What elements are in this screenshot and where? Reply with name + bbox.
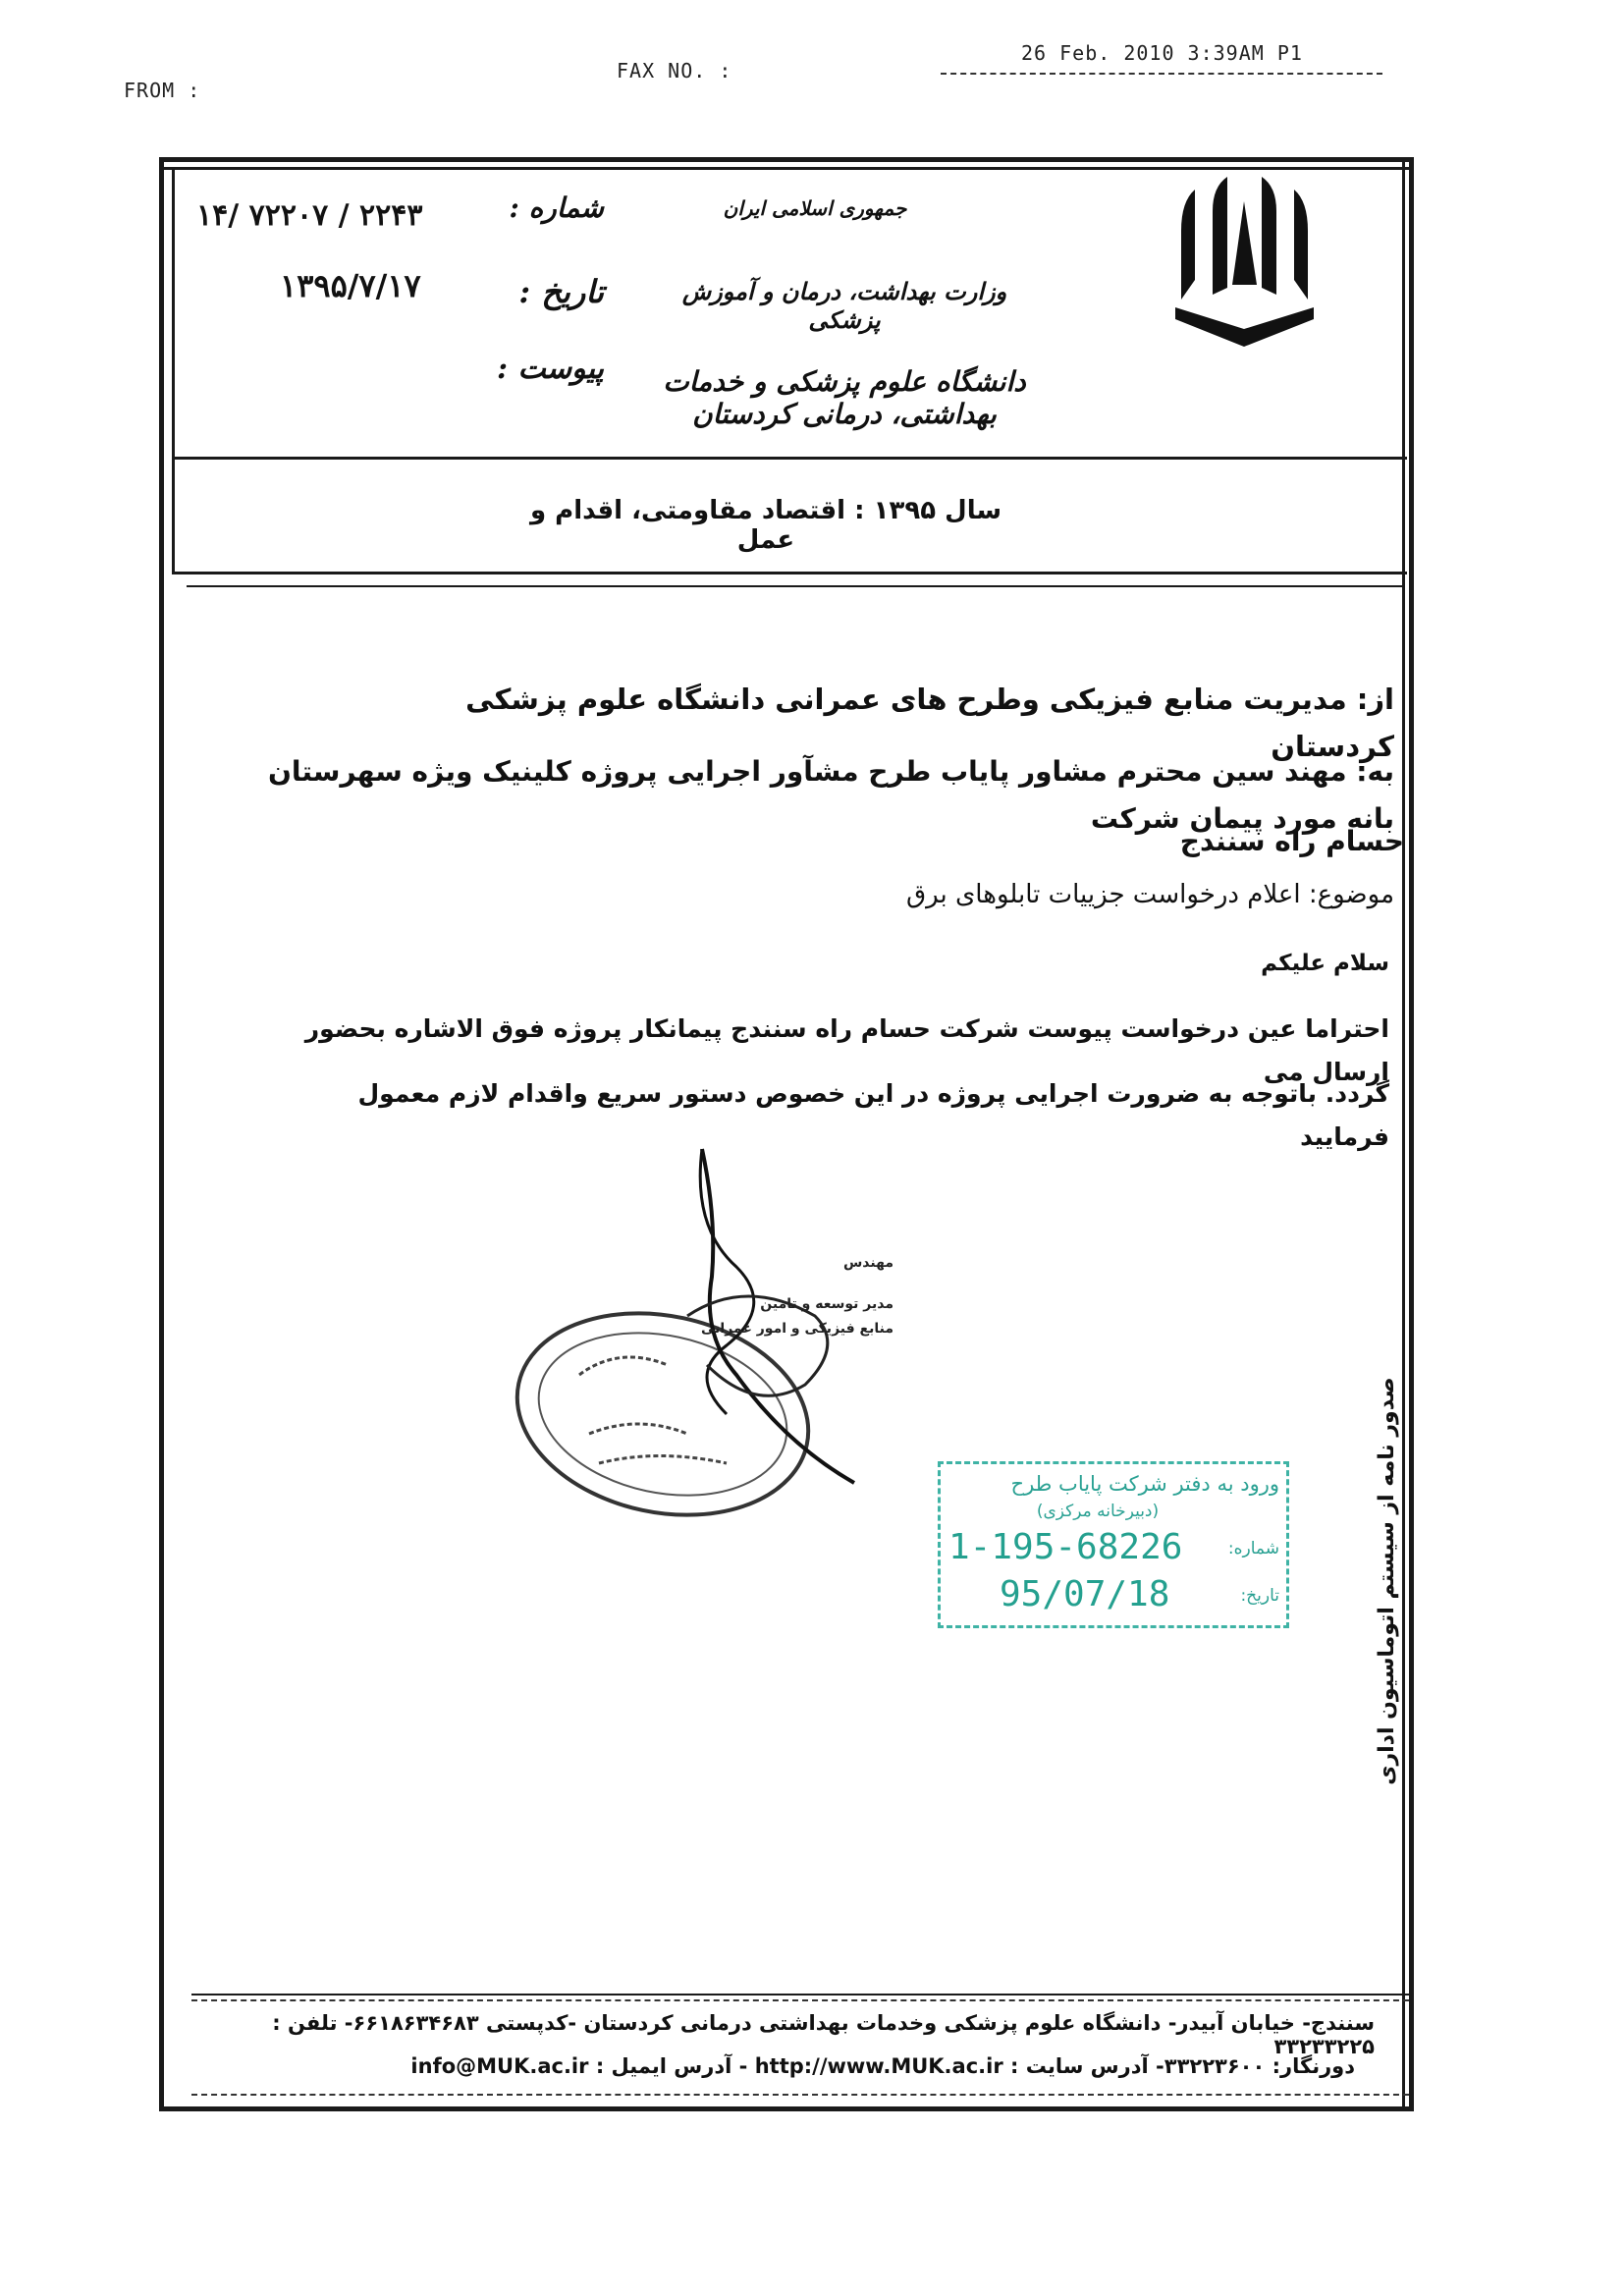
signature-stamp-line-1: مهندس — [842, 1255, 893, 1271]
frame-inner-left — [172, 167, 175, 574]
receipt-stamp-subtitle: (دبیرخانه مرکزی) — [1036, 1502, 1160, 1521]
letterhead-ministry: وزارت بهداشت، درمان و آموزش پزشکی — [681, 277, 1007, 334]
year-slogan: سال ۱۳۹۵ : اقتصاد مقاومتی، اقدام و عمل — [529, 496, 1002, 555]
fax-header-rule — [941, 73, 1382, 75]
receipt-stamp-title: ورود به دفتر شرکت پایاب طرح — [1010, 1472, 1279, 1496]
receipt-date-value: 95/07/18 — [1000, 1574, 1170, 1614]
letterhead-university: دانشگاه علوم پزشکی و خدمات بهداشتی، درمانی کردستان — [663, 365, 1026, 430]
letter-date: ۱۳۹۵/۷/۱۷ — [280, 267, 421, 304]
fax-datetime: 26 Feb. 2010 3:39AM P1 — [1021, 41, 1303, 65]
slogan-divider-2 — [187, 585, 1404, 587]
slogan-divider — [172, 572, 1407, 574]
footer-site-link[interactable]: http://www.MUK.ac.ir — [754, 2054, 1003, 2078]
receipt-stamp — [938, 1461, 1289, 1628]
date-label: تاریخ : — [518, 273, 604, 310]
footer-fax-label: دورنگار: ۳۳۲۲۳۶۰۰- آدرس سایت : — [1010, 2054, 1355, 2078]
header-divider — [172, 457, 1407, 460]
footer-contact — [314, 2054, 1355, 2078]
frame-inner-top — [159, 167, 1414, 170]
footer-address: سنندج- خیابان آبیدر- دانشگاه علوم پزشکی وخدمات بهداشتی درمانی کردستان -کدپستی ۶۶۱۸۶۳۴۶۸۳- تلفن : ۳۳۲۳۳۲۲۵ — [272, 2011, 1375, 2058]
to-line-1: به: مهند سین محترم مشاور پایاب طرح مشآور اجرایی پروژه کلینیک ویژه سهرستان بانه مورد پیمان شرکت — [267, 755, 1394, 835]
from-line: از: مدیریت منابع فیزیکی وطرح های عمرانی دانشگاه علوم پزشکی کردستان — [465, 683, 1394, 763]
signature-stamp-line-2: مدیر توسعه و تامین — [760, 1296, 893, 1312]
letterhead-country: جمهوری اسلامی ایران — [723, 196, 907, 220]
receipt-number-label: شماره: — [1227, 1539, 1279, 1558]
footer-top-rule — [191, 1994, 1409, 1995]
fax-from-label: FROM : — [124, 79, 201, 102]
automation-side-note: صدور نامه از سیستم اتوماسیون اداری — [1375, 1377, 1399, 1785]
footer-bottom-rule — [191, 2094, 1409, 2096]
greeting: سلام علیکم — [1261, 951, 1389, 976]
subject-line: موضوع: اعلام درخواست جزییات تابلوهای برق — [905, 880, 1394, 909]
body-paragraph-1: احتراما عین درخواست پیوست شرکت حسام راه سنندج پیمانکار پروژه فوق الاشاره بحضور ارسال می — [304, 1014, 1389, 1086]
footer-dashed-rule — [191, 1999, 1409, 2001]
signature-stamp-line-3: منابع فیزیکی و امور عمرانی — [701, 1321, 893, 1337]
number-label: شماره : — [509, 191, 604, 224]
body-paragraph-2: گردد. باتوجه به ضرورت اجرایی پروژه در این خصوص دستور سریع واقدام لازم معمول فرمایید — [357, 1079, 1389, 1151]
footer-email-label: - آدرس ایمیل : — [595, 2054, 748, 2078]
footer-email-link[interactable]: info@MUK.ac.ir — [410, 2054, 589, 2078]
receipt-date-label: تاریخ: — [1240, 1586, 1279, 1606]
fax-number-label: FAX NO. : — [617, 59, 732, 82]
attachment-label: پیوست : — [496, 352, 604, 386]
receipt-number-value: 1-195-68226 — [948, 1527, 1183, 1567]
letter-number: ۱۴/ ۷۲۲۰۷ / ۲۲۴۳ — [196, 198, 423, 233]
university-logo — [1173, 172, 1316, 349]
frame-inner-right — [1402, 157, 1405, 2111]
to-line-2: حسام راه سنندج — [1179, 825, 1404, 857]
